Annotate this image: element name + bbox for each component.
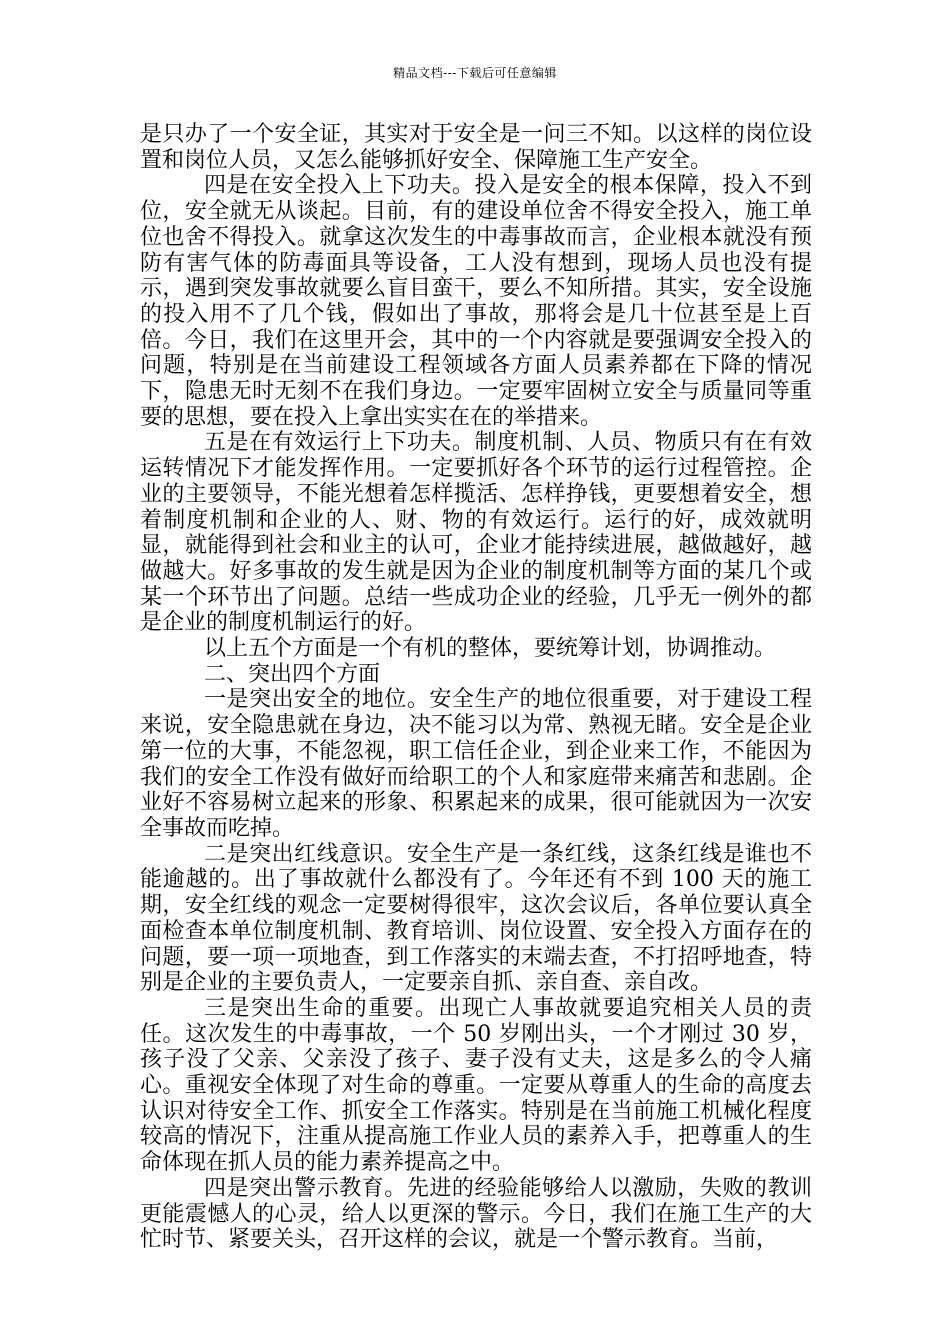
paragraph-2: 四是在安全投入上下功夫。投入是安全的根本保障，投入不到位，安全就无从谈起。目前，有的建设单位舍不得安全投入，施工单位也舍不得投入。就拿这次发生的中毒事故而言，企业根本就没有预防有害气体的防毒面具等设备，工人没有想到，现场人员也没有提示，遇到突发事故就要么盲目蛮干，要么不知所措。其实，安全设施的投入用不了几个钱，假如出了事故，那将会是几十位甚至是上百倍。今日，我们在这里开会，其中的一个内容就是要强调安全投入的问题，特别是在当前建设工程领域各方面人员素养都在下降的情况下，隐患无时无刻不在我们身边。一定要牢固树立安全与质量同等重要的思想，要在投入上拿出实实在在的举措来。 [140, 173, 812, 430]
section-heading: 二、突出四个方面 [204, 661, 381, 687]
page-header: 精品文档---下载后可任意编辑 [393, 66, 557, 80]
paragraph-6: 一是突出安全的地位。安全生产的地位很重要，对于建设工程来说，安全隐患就在身边，决不能习以为常、熟视无睹。安全是企业第一位的大事，不能忽视，职工信任企业，到企业来工作，不能因为我们的安全工作没有做好而给职工的个人和家庭带来痛苦和悲剧。企业好不容易树立起来的形象、积累起来的成果，很可能就因为一次安全事故而吃掉。 [140, 687, 812, 841]
paragraph-4: 以上五个方面是一个有机的整体，要统筹计划，协调推动。 [204, 636, 777, 662]
paragraph-7: 二是突出红线意识。安全生产是一条红线，这条红线是谁也不能逾越的。出了事故就什么都没有了。今年还有不到 100 天的施工期，安全红线的观念一定要树得很牢，这次会议后，各单位要认真全面检查本单位制度机制、教育培训、岗位设置、安全投入方面存在的问题，要一项一项地查，到工作落实的末端去查，不打招呼地查，特别是企业的主要负责人，一定要亲自抓、亲自查、亲自改。 [140, 841, 812, 996]
paragraph-3: 五是在有效运行上下功夫。制度机制、人员、物质只有在有效运转情况下才能发挥作用。一定要抓好各个环节的运行过程管控。企业的主要领导，不能光想着怎样揽活、怎样挣钱，更要想着安全，想着制度机制和企业的人、财、物的有效运行。运行的好，成效就明显，就能得到社会和业主的认可，企业才能持续进展，越做越好，越做越大。好多事故的发生就是因为企业的制度机制等方面的某几个或某一个环节出了问题。总结一些成功企业的经验，几乎无一例外的都是企业的制度机制运行的好。 [140, 430, 812, 636]
paragraph-9: 四是突出警示教育。先进的经验能够给人以激励，失败的教训更能震憾人的心灵，给人以更深的警示。今日，我们在施工生产的大忙时节、紧要关头，召开这样的会议，就是一个警示教育。当前， [140, 1175, 812, 1253]
document-body [140, 122, 812, 1253]
paragraph-8: 三是突出生命的重要。出现亡人事故就要追究相关人员的责任。这次发生的中毒事故，一个 50 岁刚出头，一个才刚过 30 岁，孩子没了父亲、父亲没了孩子、妻子没有丈夫，这是多么的令人痛心。重视安全体现了对生命的尊重。一定要从尊重人的生命的高度去认识对待安全工作、抓安全工作落实。特别是在当前施工机械化程度较高的情况下，注重从提高施工作业人员的素养入手，把尊重人的生命体现在抓人员的能力素养提高之中。 [140, 995, 812, 1176]
paragraph-1: 是只办了一个安全证，其实对于安全是一问三不知。以这样的岗位设置和岗位人员，又怎么能够抓好安全、保障施工生产安全。 [140, 122, 812, 173]
